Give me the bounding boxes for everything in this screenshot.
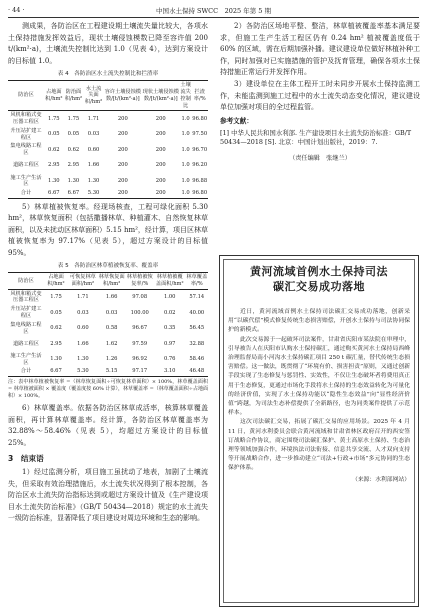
- table5-cell: 0.35: [163, 325, 176, 332]
- table4-cell: 96.70: [192, 146, 208, 153]
- table5-cell: 道路工程区: [13, 340, 39, 347]
- t4-header: 拦渣率/%: [191, 81, 208, 111]
- table4-cell: 200: [117, 115, 128, 122]
- reference-1: [1] 中华人民共和国水利部. 生产建设项目水土流失防治标准：GB/T 50434—2018 [S]. 北京：中国计划出版社，2019：7.: [220, 129, 412, 147]
- table4-cell: 合计: [8, 189, 44, 198]
- table5-cell: 32.88: [189, 340, 205, 347]
- table4-row: [8, 142, 208, 158]
- table5-cell: 96.92: [132, 356, 148, 363]
- table5-cell: 升压站扩建工程区: [10, 306, 42, 320]
- table4-cell: 0.62: [67, 146, 80, 153]
- table5-cell: 0.97: [163, 340, 176, 347]
- table4-cell: 200: [155, 177, 166, 184]
- table5-cell: 56.45: [189, 325, 205, 332]
- table-5-body: [8, 289, 208, 376]
- table4-cell: 1.66: [87, 162, 100, 169]
- table5-cell: 1.71: [77, 294, 89, 301]
- table5-cell: 风机和箱式变压器工程区: [10, 290, 42, 304]
- paragraph-4-cont: 测成果，各防治区在工程建设期土壤流失量比较大，各项水土保持措施发挥效益后，现状土壤侵蚀模数已降至容许值 200 t/(km²·a)，土壤流失控制比达到 1.0（见表 4），达到方案设计的目标值 1.0。: [8, 22, 208, 65]
- section-3-heading: 3 结束语: [8, 454, 44, 464]
- table4-cell: 6.67: [64, 189, 84, 198]
- table5-cell: 1.62: [105, 340, 118, 347]
- table-4-body: [8, 111, 208, 198]
- table5-cell: 100.00: [130, 309, 149, 316]
- table4-cell: 1.0: [181, 115, 190, 122]
- t4-header: 土壤流失控制比: [180, 81, 192, 111]
- table5-cell: 0.02: [163, 309, 176, 316]
- t5-header: 林草植被恢复率/%: [126, 273, 154, 289]
- table4-cell: 1.75: [67, 115, 80, 122]
- table5-cell: 5.30: [68, 368, 98, 377]
- left-column: [8, 21, 208, 525]
- references-heading: 参考文献：: [220, 116, 253, 125]
- table4-cell: 2.95: [67, 162, 80, 169]
- t5-header: 林草覆盖率/%: [186, 273, 208, 289]
- table4-cell: 集电线路工程区: [10, 143, 42, 157]
- table5-row: [8, 352, 208, 368]
- table-4-caption: 表 4 各防治区水土流失控制比和拦渣率: [57, 71, 159, 78]
- table4-cell: 200: [104, 189, 142, 198]
- table5-cell: 57.14: [189, 294, 205, 301]
- t4-header: 水土流失面积/hm²: [83, 81, 104, 111]
- table4-cell: 0.62: [48, 146, 60, 153]
- table-5-note: 注：表中林草植被恢复率 =（林草恢复面积÷可恢复林草面积）× 100%，林草覆盖面积 = 林草植被面积 × 覆盖度（覆盖度按 60% 计算），林草覆盖率 =（林草覆盖面积÷占地面积）× 100%。: [8, 379, 208, 400]
- right-column: [220, 21, 420, 169]
- table5-cell: 0.62: [50, 325, 62, 332]
- table5-cell: 1.00: [163, 294, 176, 301]
- table5-cell: 2.95: [50, 340, 62, 347]
- table4-cell: 96.20: [192, 162, 208, 169]
- table5-cell: 40.00: [189, 309, 205, 316]
- table5-cell: 97.59: [132, 340, 148, 347]
- table5-cell: 1.26: [105, 356, 118, 363]
- table4-cell: 施工生产生活区: [10, 174, 42, 188]
- table5-row: [8, 336, 208, 352]
- table5-cell: 5.15: [98, 368, 126, 377]
- table4-row: [8, 127, 208, 143]
- table5-row: [8, 321, 208, 337]
- table4-row: [8, 111, 208, 127]
- table5-cell: 1.30: [50, 356, 62, 363]
- table5-cell: 施工生产生活区: [10, 353, 42, 366]
- t5-header: 可恢复林草面积/hm²: [68, 273, 98, 289]
- table4-row: [8, 189, 208, 198]
- t4-header: 现状土壤侵蚀模数/[t/(km²·a)]: [142, 81, 180, 111]
- table4-cell: 2.95: [48, 162, 60, 169]
- table4-cell: 升压站扩建工程区: [10, 127, 42, 141]
- table5-cell: 46.48: [186, 368, 208, 377]
- t4-header: 防治面积/hm²: [64, 81, 84, 111]
- table4-cell: 1.0: [181, 162, 190, 169]
- table4-cell: 1.30: [67, 177, 80, 184]
- table4-cell: 1.0: [181, 177, 190, 184]
- table4-cell: 0.03: [87, 131, 100, 138]
- table4-cell: 200: [117, 177, 128, 184]
- page-header: [8, 4, 419, 16]
- news-source: （来源：水利部网站）: [352, 476, 410, 483]
- news-paragraph-1: 近日，黄河流域首例水土保持司法碳汇交易成功落地，创新采用“以碳代偿”模式修复传统生态损害赔偿，开创水土保持与司法协同保护的新模式。: [228, 309, 410, 334]
- table5-cell: 0.58: [105, 325, 118, 332]
- table4-row: [8, 174, 208, 190]
- table-4: [8, 80, 208, 198]
- header-rule: [8, 17, 419, 18]
- table5-cell: 96.67: [132, 325, 148, 332]
- table5-cell: 0.60: [77, 325, 89, 332]
- journal-title: 中国水土保持 SWCC 2025 年第 5 期: [155, 7, 272, 15]
- table4-cell: 5.30: [83, 189, 104, 198]
- t5-header: 防治区: [8, 273, 44, 289]
- table5-cell: 58.46: [189, 356, 205, 363]
- table4-cell: 200: [155, 131, 166, 138]
- table5-cell: 1.66: [105, 294, 118, 301]
- table4-cell: 1.71: [87, 115, 100, 122]
- table5-row: [8, 305, 208, 321]
- responsible-editor: （责任编辑 张继兰）: [289, 155, 351, 163]
- table5-cell: 0.03: [77, 309, 89, 316]
- news-paragraph-3: 这次司法碳汇交易，拓展了碳汇交易的应用场景。2025 年 4 月 11 日，黄河水利委员会联合黄河流域和甘肃省林区政府召开的西安签订战略合作协议，商定围绕司法碳汇保护、黄土高原水土保持、生态治理等领域加强合作，环境执法司法衔接、信息共享交流、人才双向支持等开展战略合作，进一步推动建立“司法+行政+市场”多元协同的生态保护体系。: [228, 419, 410, 472]
- table4-cell: 1.0: [181, 131, 190, 138]
- table5-cell: 1.30: [77, 356, 89, 363]
- table5-row: [8, 368, 208, 377]
- table4-cell: 0.60: [87, 146, 100, 153]
- table4-cell: 200: [155, 115, 166, 122]
- paragraph-5: 5）林草植被恢复率。经现场核查，工程可绿化面积 5.30 hm²，林草恢复面积（包括撒播林草、种植灌木、自然恢复林草面积，以及未扰动区林草面积）5.15 hm²，经计算，项目区林草植被恢复率为 97.17%（见表 5），超过方案设计的目标值 95%。: [8, 202, 208, 257]
- table4-cell: 200: [155, 146, 166, 153]
- table5-cell: 6.67: [44, 368, 68, 377]
- table4-cell: 96.80: [192, 115, 208, 122]
- table4-row: [8, 158, 208, 174]
- table5-cell: 0.05: [50, 309, 62, 316]
- table5-cell: 97.17: [126, 368, 154, 377]
- news-box: [219, 255, 419, 607]
- table4-cell: 0.05: [67, 131, 80, 138]
- news-title-line-2: 碳汇交易成功落地: [273, 280, 365, 293]
- table5-cell: 3.10: [154, 368, 186, 377]
- table4-cell: 200: [117, 131, 128, 138]
- page-number: · 44 ·: [8, 6, 25, 14]
- t5-header: 林草恢复面积/hm²: [98, 273, 126, 289]
- table4-cell: 1.75: [48, 115, 60, 122]
- table-5: [8, 272, 208, 377]
- t4-header: 防治区: [8, 81, 44, 111]
- table4-cell: 97.50: [192, 131, 208, 138]
- t5-header: 林草植被覆盖面积/hm²: [154, 273, 186, 289]
- table4-cell: 200: [117, 146, 128, 153]
- t5-header: 占地面积/hm²: [44, 273, 68, 289]
- conclusion-3: 3）建设单位在主体工程开工时未同步开展水土保持监测工作，未能监测到施工过程中的水土流失动态变化情况，建议建设单位加强对项目的全过程监管。: [220, 79, 420, 112]
- table5-cell: 1.75: [50, 294, 62, 301]
- table4-cell: 道路工程区: [13, 162, 39, 169]
- table5-cell: 97.08: [132, 294, 148, 301]
- table4-cell: 200: [142, 189, 180, 198]
- table4-cell: 1.30: [48, 177, 60, 184]
- news-title-line-1: 黄河流域首例水土保持司法: [250, 265, 388, 278]
- table4-cell: 96.88: [192, 177, 208, 184]
- table4-cell: 风机和箱式变压器工程区: [10, 112, 42, 125]
- table4-cell: 1.30: [87, 177, 100, 184]
- table5-row: [8, 289, 208, 305]
- conclusion-1: 1）经过监测分析，项目施工虽扰动了地表，加剧了土壤流失，但采取有效治理措施后，水土流失状况得到了根本控制，各防治区水土流失防治指标达到或超过方案设计值及《生产建设项目水土流失防治标准》（GB/T 50434—2018）规定的水土流失一级防治标准，显著降低了项目建设对周边环境和生态的影响。: [8, 468, 208, 523]
- t4-header: 占地面积/hm²: [44, 81, 64, 111]
- table5-cell: 合计: [8, 368, 44, 377]
- table4-cell: 96.80: [191, 189, 208, 198]
- table5-cell: 0.03: [105, 309, 118, 316]
- news-body: [228, 308, 410, 485]
- table4-cell: 200: [155, 162, 166, 169]
- table4-cell: 1.0: [181, 146, 190, 153]
- paragraph-6: 6）林草覆盖率。依据各防治区林草成活率，核算林草覆盖面积，再计算林草覆盖率。经计算，各防治区林草覆盖率为 32.88%～58.46%（见表 5），均超过方案设计的目标值 25%。: [8, 404, 208, 447]
- table5-cell: 集电线路工程区: [10, 321, 42, 335]
- table4-cell: 1.0: [180, 189, 192, 198]
- table5-cell: 0.76: [163, 356, 176, 363]
- news-paragraph-2: 此次交易源于一起破坏司法案件，甘肃省庆阳市某法院在审理中，引导被告人在庆阳市认购水土保持碳汇，通过购买黄河水土保持局西峰治理监督局南小河沟水土保持碳汇项目 250 t 碳汇量，替代传统生态损害赔偿。这一做法，既贯彻了“环境有价、损害担责”原则，又通过创新手段实现了生态修复与惩罚性、实效性，不仅让生态破坏者将费用真正用于生态修复，更通过市场化手段将水土保持的生态效益转化为可量化的经济价值，实现了水土保持功能以“隐性生态效益”向“显性经济价值”跨越，为司法生态补偿提供了全新路径，也为同类案件提供了示范样本。: [228, 336, 410, 417]
- t4-header: 容许土壤侵蚀模数/[t/(km²·a)]: [104, 81, 142, 111]
- table4-cell: 6.67: [44, 189, 64, 198]
- conclusion-2: 2）各防治区场地平整、整洁，林草植被覆盖率基本满足要求，但施工生产生活工程区仍有 0.24 hm² 植被覆盖度低于 60% 的区域，需在后期加强补播。建议建设单位做好林植补种工作，同时加强对已实施措施的管护及抚育管理，确保各项水土保持措施正常运行并发挥作用。: [220, 22, 420, 77]
- table5-cell: 1.66: [77, 340, 89, 347]
- table-5-caption: 表 5 各防治区林草植被恢复率、覆盖率: [57, 263, 159, 270]
- table4-cell: 0.05: [48, 131, 60, 138]
- table4-cell: 200: [117, 162, 128, 169]
